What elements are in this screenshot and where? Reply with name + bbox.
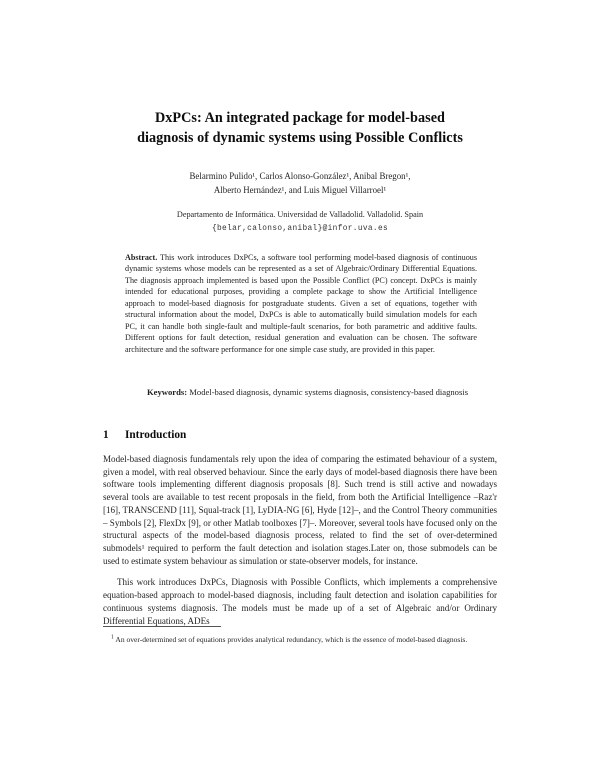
abstract-body: This work introduces DxPCs, a software tool performing model-based diagnosis of continuous dynamic systems whose models can be represented as a set of Algebraic/Ordinary Differential Equations. The diagnosis approach implemented is based upon the Possible Conflict (PC) concept. DxPCs is mainly intended for educational purposes, providing a complete package to show the Artificial Intelligence approach to model-based diagnosis for postgraduate students. Given a set of equations, together with structural information about the model, DxPCs is able to automatically build simulation models for each PC, it can handle both single-fault and multiple-fault scenarios, for both parametric and additive faults. Different options for fault detection, residual generation and evaluation can be chosen. The software architecture and the software performance for one simple case study, are provided in this paper. bbox=[125, 253, 477, 354]
section-number: 1 bbox=[103, 429, 109, 442]
intro-paragraph-1: Model-based diagnosis fundamentals rely upon the idea of comparing the estimated behaviour of a system, given a model, with real observed behaviour. Since the early days of model-based diagnosis there have been software tools implementing different diagnosis proposals [8]. Such trend is still active and nowadays several tools are available to test recent proposals in the field, from both the Artificial Intelligence –Raz'r [16], TRANSCEND [11], Squal-track [1], LyDIA-NG [6], Hyde [12]–, and the Control Theory communities – Symbols [2], FlexDx [9], or other Matlab toolboxes [7]–. Moreover, several tools have focused only on the structural aspects of the model-based diagnosis process, related to find the set of over-determined submodels¹ required to perform the fault detection and isolation stages.Later on, those submodels can be used to estimate system behaviour as simulation or state-observer models, for instance. bbox=[103, 454, 497, 566]
abstract-label: Abstract. bbox=[125, 253, 158, 262]
author-list bbox=[103, 170, 497, 197]
affiliation-line: Departamento de Informática. Universidad de Valladolid. Valladolid. Spain bbox=[176, 210, 424, 219]
section-introduction bbox=[103, 428, 497, 627]
paper-title bbox=[103, 0, 497, 148]
author-line-1: Belarmino Pulido¹, Carlos Alonso-González¹, Anibal Bregon¹, bbox=[189, 171, 411, 181]
keywords-label: Keywords: bbox=[147, 387, 188, 398]
title-line-1: DxPCs: An integrated package for model-based bbox=[154, 110, 445, 126]
title-line-2: diagnosis of dynamic systems using Possible Conflicts bbox=[137, 130, 463, 146]
section-heading bbox=[103, 428, 497, 443]
abstract-section bbox=[125, 252, 477, 355]
author-email: {belar,calonso,anibal}@infor.uva.es bbox=[211, 224, 388, 233]
footnote-1 bbox=[103, 635, 497, 646]
author-line-2: Alberto Hernández¹, and Luis Miguel Villarroel¹ bbox=[213, 184, 387, 195]
keywords-section bbox=[125, 386, 477, 398]
keywords-body: Model-based diagnosis, dynamic systems diagnosis, consistency-based diagnosis bbox=[187, 387, 469, 398]
affiliation-block bbox=[103, 209, 497, 235]
footnote-area bbox=[103, 626, 497, 653]
keywords-paragraph bbox=[125, 386, 477, 398]
footnote-divider bbox=[103, 626, 221, 627]
footnote-marker: 1 bbox=[111, 634, 114, 641]
abstract-paragraph bbox=[125, 252, 477, 355]
footnote-body: An over-determined set of equations provides analytical redundancy, which is the essence of model-based diagnosis. bbox=[115, 634, 468, 644]
intro-paragraph-2: This work introduces DxPCs, Diagnosis with Possible Conflicts, which implements a comprehensive equation-based approach to model-based diagnosis, including fault detection and isolation capabilities for continuous systems diagnosis. The models must be made up of a set of Algebraic and/or Ordinary Differential Equations, ADEs bbox=[103, 577, 497, 626]
section-title: Introduction bbox=[125, 429, 187, 442]
paper-content-column bbox=[103, 0, 497, 636]
